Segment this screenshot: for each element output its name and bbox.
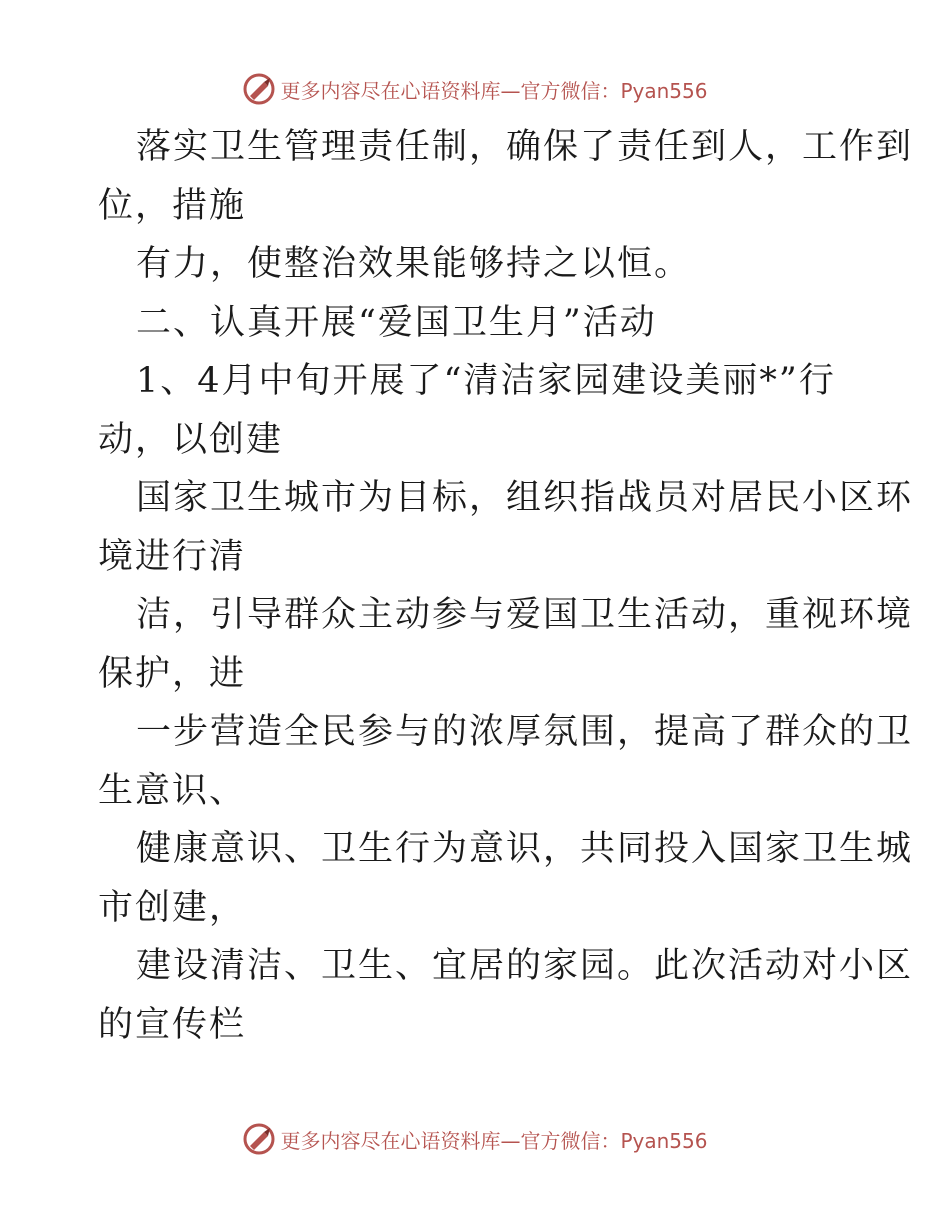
text-line: 国家卫生城市为目标，组织指战员对居民小区环 xyxy=(136,478,914,518)
watermark-text: 更多内容尽在心语资料库—官方微信：Pyan556 xyxy=(280,78,708,103)
text-line: 市创建， xyxy=(98,887,247,928)
header-watermark xyxy=(0,72,950,106)
logo-icon xyxy=(242,1122,276,1156)
text-line: 二、认真开展“爱国卫生月”活动 xyxy=(136,302,657,343)
text-line: 位，措施 xyxy=(98,185,247,226)
text-line: 有力，使整治效果能够持之以恒。 xyxy=(136,244,692,284)
text-line: 一步营造全民参与的浓厚氛围，提高了群众的卫 xyxy=(136,712,914,752)
text-line: 境进行清 xyxy=(98,536,247,577)
text-line: 动，以创建 xyxy=(98,419,284,460)
text-line: 1、4月中旬开展了“清洁家园建设美丽*”行 xyxy=(136,361,836,401)
watermark-text: 更多内容尽在心语资料库—官方微信：Pyan556 xyxy=(280,1128,708,1153)
document-body xyxy=(98,118,914,1054)
text-line: 生意识、 xyxy=(98,770,247,811)
text-line: 建设清洁、卫生、宜居的家园。此次活动对小区 xyxy=(136,946,914,986)
text-line: 落实卫生管理责任制，确保了责任到人，工作到 xyxy=(136,127,914,167)
text-line: 保护，进 xyxy=(98,653,247,694)
text-line: 健康意识、卫生行为意识，共同投入国家卫生城 xyxy=(136,829,914,869)
footer-watermark xyxy=(0,1122,950,1156)
text-line: 的宣传栏 xyxy=(98,1004,247,1045)
text-line: 洁，引导群众主动参与爱国卫生活动，重视环境 xyxy=(136,595,914,635)
logo-icon xyxy=(242,72,276,106)
